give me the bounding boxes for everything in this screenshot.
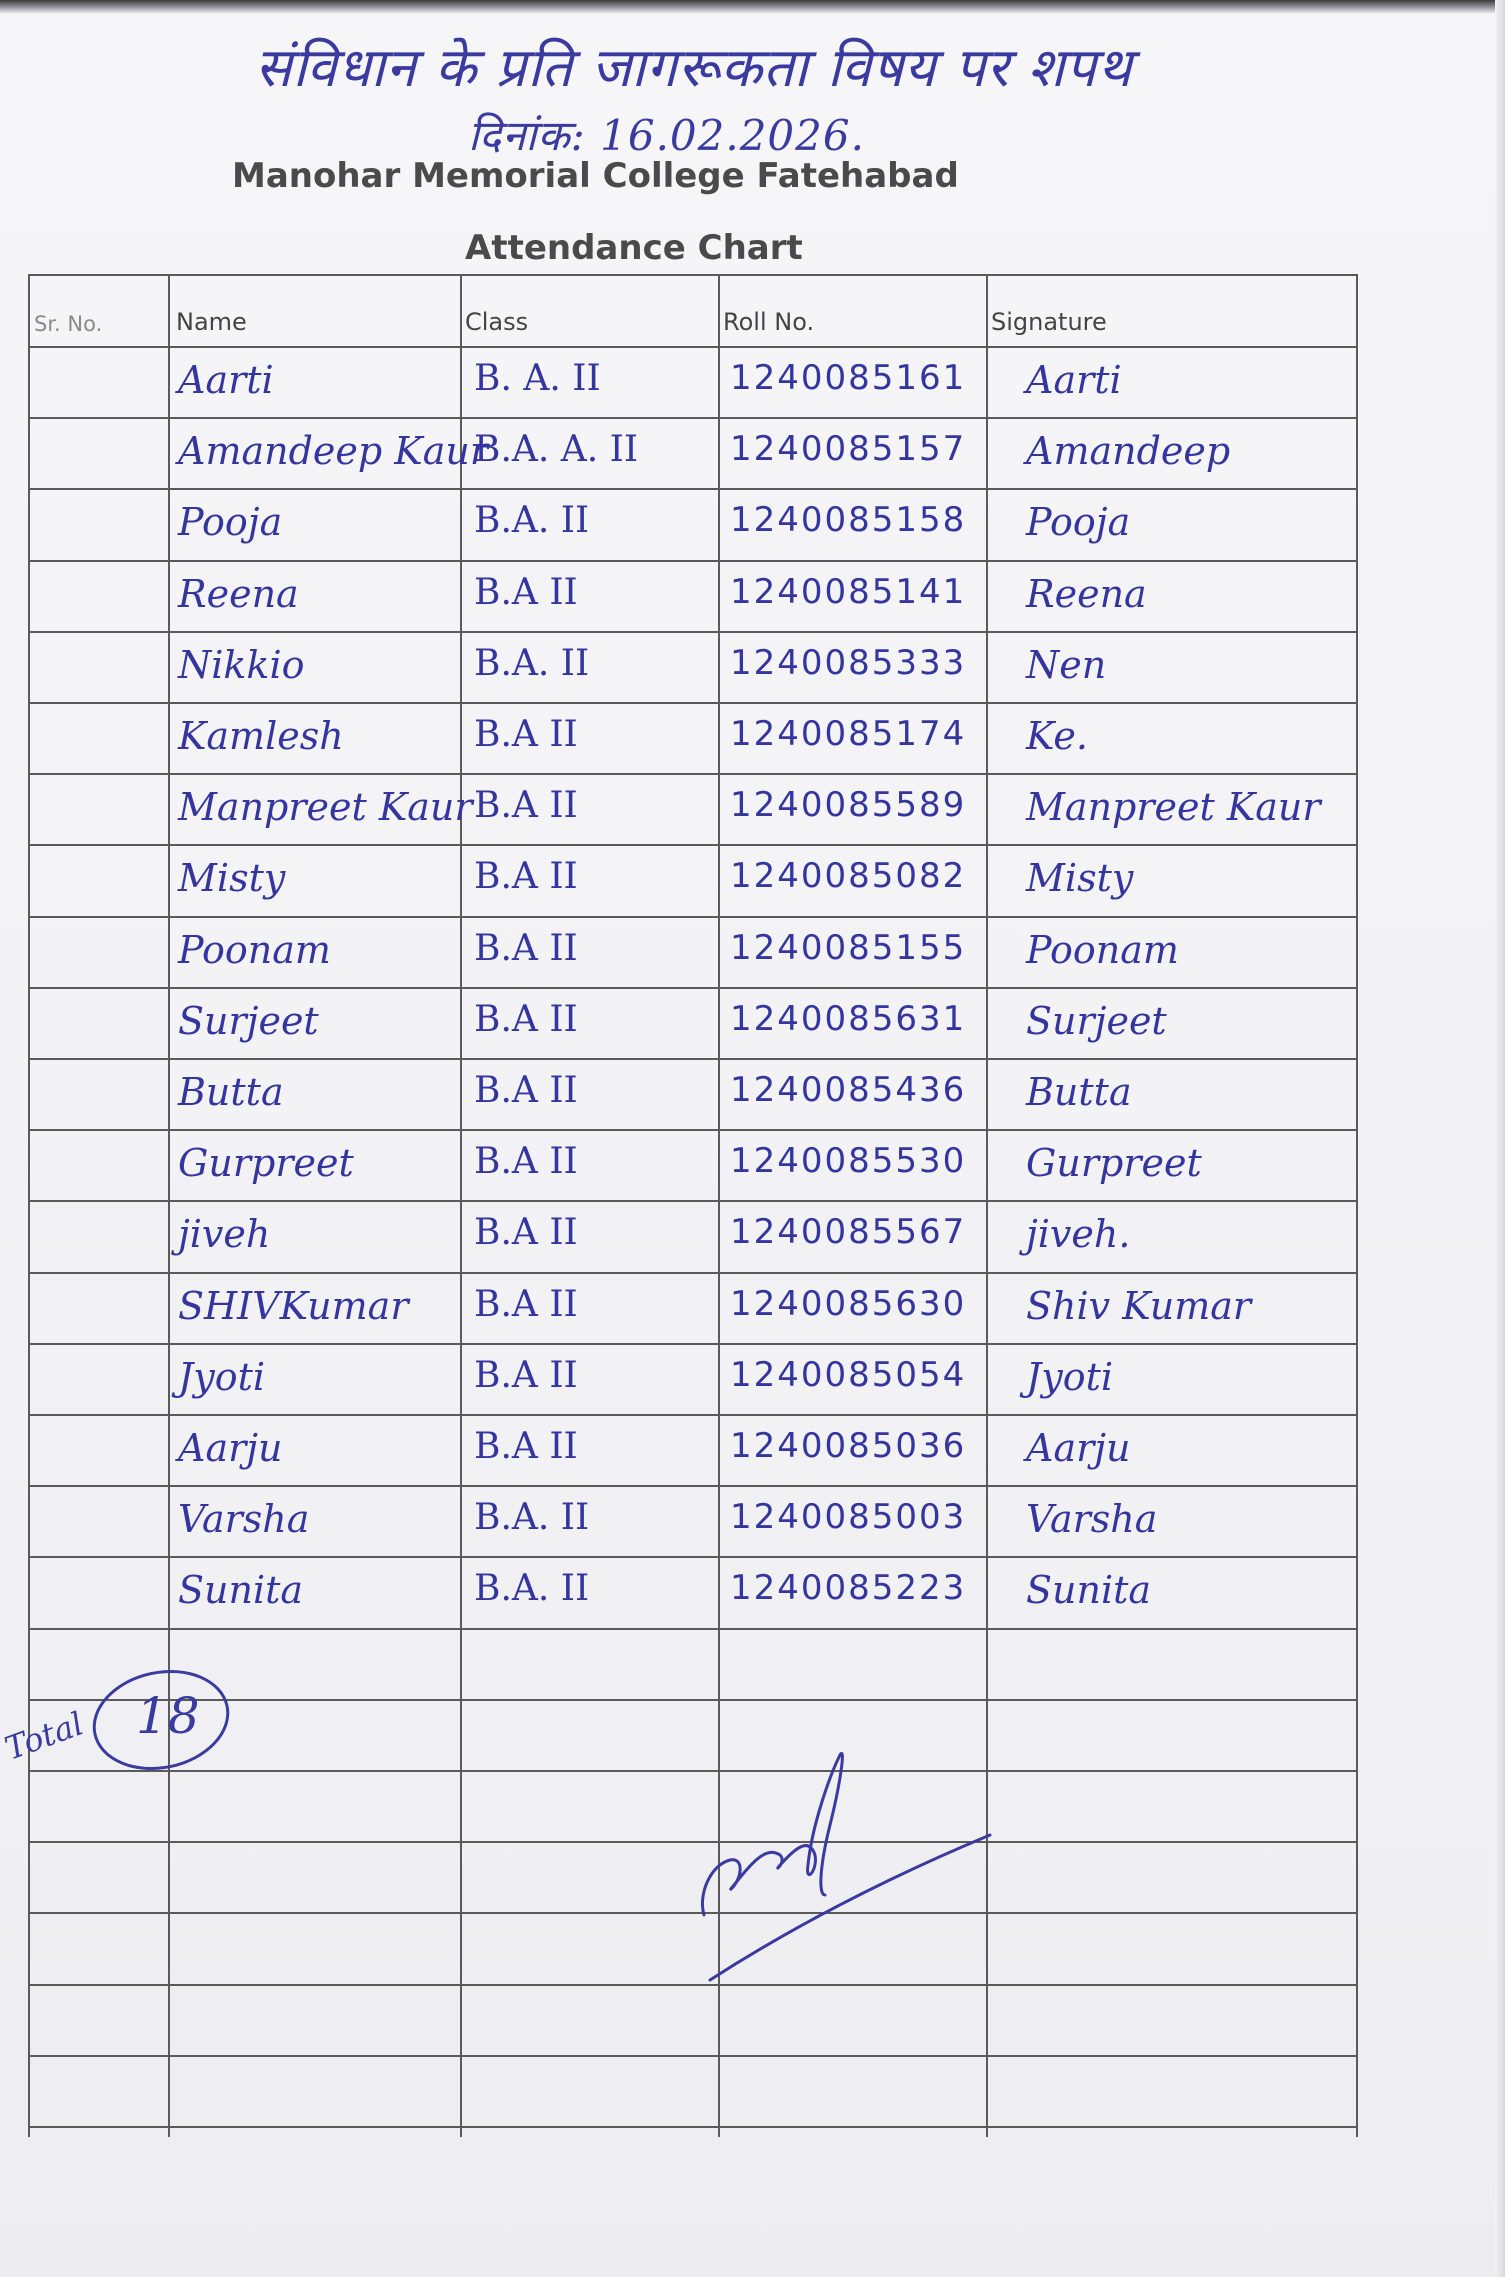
student-signature: Butta xyxy=(1026,1070,1132,1114)
student-name: jiveh xyxy=(178,1212,271,1256)
student-roll-no: 1240085174 xyxy=(730,714,967,754)
table-row-line xyxy=(28,2055,1358,2057)
student-roll-no: 1240085589 xyxy=(730,785,967,825)
student-class: B.A. II xyxy=(474,500,590,541)
student-roll-no: 1240085157 xyxy=(730,429,967,469)
student-class: B. A. II xyxy=(474,358,601,399)
student-roll-no: 1240085631 xyxy=(730,999,967,1039)
student-signature: Jyoti xyxy=(1026,1355,1114,1399)
student-class: B.A II xyxy=(474,1355,578,1396)
student-signature: Varsha xyxy=(1026,1497,1158,1541)
student-name: Kamlesh xyxy=(178,714,344,758)
student-signature: Reena xyxy=(1026,572,1147,616)
student-class: B.A II xyxy=(474,1212,578,1253)
student-class: B.A II xyxy=(474,1284,578,1325)
student-roll-no: 1240085223 xyxy=(730,1568,967,1608)
student-signature: Gurpreet xyxy=(1026,1141,1202,1185)
student-class: B.A. II xyxy=(474,1568,590,1609)
table-row-line xyxy=(28,1129,1358,1131)
student-class: B.A II xyxy=(474,1141,578,1182)
table-row-line xyxy=(28,560,1358,562)
column-header-signature: Signature xyxy=(991,308,1107,336)
student-name: Jyoti xyxy=(178,1355,266,1399)
student-name: Sunita xyxy=(178,1568,304,1612)
table-row-line xyxy=(28,916,1358,918)
total-count: 18 xyxy=(136,1687,200,1745)
table-row-line xyxy=(28,488,1358,490)
table-row-line xyxy=(28,773,1358,775)
table-column-line xyxy=(168,274,170,2137)
table-row-line xyxy=(28,631,1358,633)
student-roll-no: 1240085141 xyxy=(730,572,967,612)
student-signature: Nen xyxy=(1026,643,1107,687)
student-signature: Manpreet Kaur xyxy=(1026,785,1321,829)
student-class: B.A II xyxy=(474,999,578,1040)
student-class: B.A II xyxy=(474,714,578,755)
student-name: Manpreet Kaur xyxy=(178,785,473,829)
college-name: Manohar Memorial College Fatehabad xyxy=(232,156,959,196)
student-name: Reena xyxy=(178,572,299,616)
student-roll-no: 1240085155 xyxy=(730,928,967,968)
student-roll-no: 1240085567 xyxy=(730,1212,967,1252)
student-class: B.A. II xyxy=(474,1497,590,1538)
student-signature: Ke. xyxy=(1026,714,1088,758)
column-header-class: Class xyxy=(465,308,529,336)
scan-top-edge xyxy=(0,0,1505,14)
table-row-line xyxy=(28,1414,1358,1416)
column-header-roll-no: Roll No. xyxy=(723,308,815,336)
table-row-line xyxy=(28,1485,1358,1487)
student-name: SHIVKumar xyxy=(178,1284,409,1328)
student-name: Pooja xyxy=(178,500,283,544)
table-row-line xyxy=(28,1343,1358,1345)
student-name: Aarti xyxy=(178,358,274,402)
hindi-date: दिनांक: 16.02.2026. xyxy=(468,111,865,160)
student-signature: Sunita xyxy=(1026,1568,1152,1612)
student-name: Poonam xyxy=(178,928,331,972)
student-signature: Misty xyxy=(1026,856,1134,900)
student-signature: Poonam xyxy=(1026,928,1179,972)
student-name: Nikkio xyxy=(178,643,305,687)
student-roll-no: 1240085036 xyxy=(730,1426,967,1466)
student-roll-no: 1240085054 xyxy=(730,1355,967,1395)
table-row-line xyxy=(28,417,1358,419)
student-roll-no: 1240085530 xyxy=(730,1141,967,1181)
student-class: B.A II xyxy=(474,572,578,613)
student-class: B.A II xyxy=(474,928,578,969)
column-header-sr-no: Sr. No. xyxy=(34,312,103,336)
table-row-line xyxy=(28,1628,1358,1630)
student-signature: Surjeet xyxy=(1026,999,1167,1043)
student-name: Aarju xyxy=(178,1426,283,1470)
student-name: Butta xyxy=(178,1070,284,1114)
student-name: Surjeet xyxy=(178,999,319,1043)
table-row-line xyxy=(28,844,1358,846)
scan-right-edge xyxy=(1495,0,1505,2277)
student-signature: Pooja xyxy=(1026,500,1131,544)
student-roll-no: 1240085158 xyxy=(730,500,967,540)
student-class: B.A II xyxy=(474,1426,578,1467)
student-signature: Aarti xyxy=(1026,358,1122,402)
total-label: Total xyxy=(0,1704,89,1768)
student-roll-no: 1240085161 xyxy=(730,358,967,398)
column-header-name: Name xyxy=(176,308,247,336)
student-roll-no: 1240085436 xyxy=(730,1070,967,1110)
student-name: Gurpreet xyxy=(178,1141,354,1185)
student-roll-no: 1240085003 xyxy=(730,1497,967,1537)
hindi-title: संविधान के प्रति जागरूकता विषय पर शपथ xyxy=(255,36,1133,99)
table-row-line xyxy=(28,1200,1358,1202)
student-name: Amandeep Kaur xyxy=(178,429,488,473)
table-row-line xyxy=(28,1272,1358,1274)
student-signature: Aarju xyxy=(1026,1426,1131,1470)
total-annotation xyxy=(0,1665,240,1775)
table-row-line xyxy=(28,2126,1358,2128)
student-signature: Amandeep xyxy=(1026,429,1231,473)
table-row-line xyxy=(28,987,1358,989)
table-row-line xyxy=(28,702,1358,704)
table-row-line xyxy=(28,274,1358,276)
student-class: B.A II xyxy=(474,856,578,897)
student-name: Misty xyxy=(178,856,286,900)
table-row-line xyxy=(28,1556,1358,1558)
table-row-line xyxy=(28,346,1358,348)
student-class: B.A. II xyxy=(474,643,590,684)
student-class: B.A. A. II xyxy=(474,429,639,470)
student-name: Varsha xyxy=(178,1497,310,1541)
student-signature: jiveh. xyxy=(1026,1212,1131,1256)
table-column-line xyxy=(28,274,30,2137)
table-row-line xyxy=(28,1058,1358,1060)
student-class: B.A II xyxy=(474,785,578,826)
table-column-line xyxy=(1356,274,1358,2137)
student-roll-no: 1240085333 xyxy=(730,643,967,683)
table-column-line xyxy=(460,274,462,2137)
chart-title: Attendance Chart xyxy=(465,228,803,268)
student-signature: Shiv Kumar xyxy=(1026,1284,1252,1328)
student-roll-no: 1240085630 xyxy=(730,1284,967,1324)
teacher-signature-mark xyxy=(690,1745,1010,1990)
student-roll-no: 1240085082 xyxy=(730,856,967,896)
student-class: B.A II xyxy=(474,1070,578,1111)
